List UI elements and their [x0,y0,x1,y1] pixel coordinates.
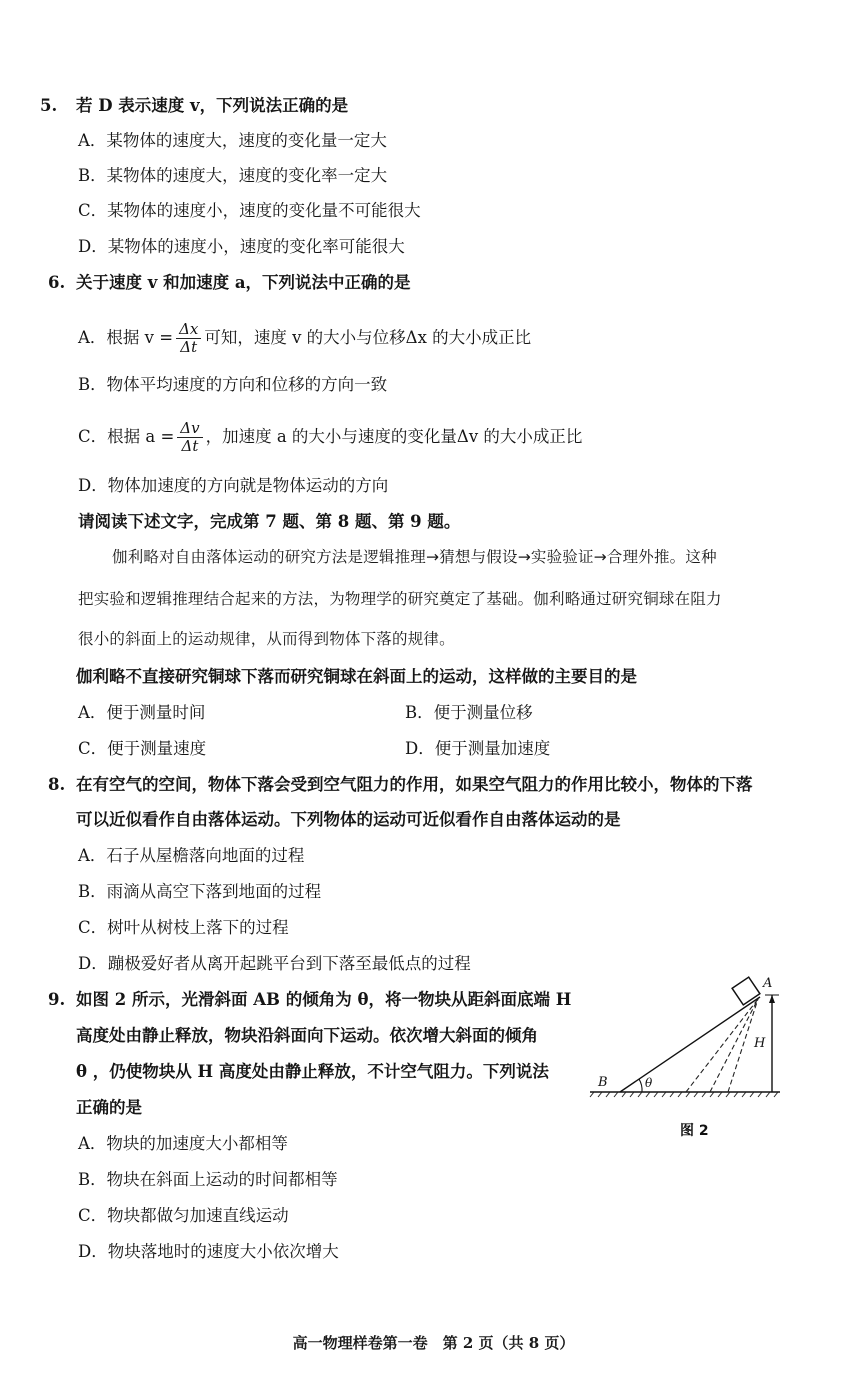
fraction-numerator: Δx [176,321,201,339]
q6-stem: 关于速度 v 和加速度 a，下列说法中正确的是 [76,273,411,292]
q8-stem-line-1: 在有空气的空间，物体下落会受到空气阻力的作用，如果空气阻力的作用比较小，物体的下落 [76,775,753,794]
passage-line-2: 把实验和逻辑推理结合起来的方法，为物理学的研究奠定了基础。伽利略通过研究铜球在阻力 [78,590,722,608]
q6-option-a-prefix: A．根据 v = [78,328,174,347]
q6-option-c [78,417,582,457]
passage-line-1: 伽利略对自由落体运动的研究方法是逻辑推理→猜想与假设→实验验证→合理外推。这种 [112,548,717,566]
q8-number: 8. [48,775,66,794]
q6-option-b: B．物体平均速度的方向和位移的方向一致 [78,375,388,394]
label-a: A [763,976,773,991]
q6-option-a-suffix: 可知，速度 v 的大小与位移Δx 的大小成正比 [204,328,532,347]
fraction-denominator: Δt [180,338,198,356]
q8-option-a: A．石子从屋檐落向地面的过程 [78,846,305,865]
q8-option-b: B．雨滴从高空下落到地面的过程 [78,882,322,901]
reading-instruction: 请阅读下述文字，完成第 7 题、第 8 题、第 9 题。 [78,512,461,531]
incline-dashed-1 [686,999,758,1092]
q6-option-c-fraction [177,420,202,455]
q6-option-c-suffix: ，加速度 a 的大小与速度的变化量Δv 的大小成正比 [205,427,583,446]
label-h: H [754,1036,766,1051]
q9-number: 9. [48,990,66,1009]
q7-option-b: B．便于测量位移 [405,703,533,722]
q7-option-c: C．便于测量速度 [78,739,207,758]
q6-option-a-fraction [176,321,201,356]
q5-stem: 若 D 表示速度 v，下列说法正确的是 [76,96,349,115]
passage-line-3: 很小的斜面上的运动规律，从而得到物体下落的规律。 [78,630,455,648]
q9-option-b: B．物块在斜面上运动的时间都相等 [78,1170,338,1189]
fraction-denominator: Δt [181,437,199,455]
q6-option-c-prefix: C．根据 a = [78,427,175,446]
incline-figure [588,975,788,1145]
q9-stem-line-3: θ ，仍使物块从 H 高度处由静止释放，不计空气阻力。下列说法 [76,1062,549,1081]
page-footer: 高一物理样卷第一卷 第 2 页（共 8 页） [292,1334,575,1352]
incline-dashed-2 [710,999,758,1092]
q7-option-d: D．便于测量加速度 [405,739,551,758]
q5-option-b: B．某物体的速度大，速度的变化率一定大 [78,166,388,185]
q6-number: 6. [48,273,66,292]
q8-stem-line-2: 可以近似看作自由落体运动。下列物体的运动可近似看作自由落体运动的是 [76,810,621,829]
q5-number: 5. [40,96,58,115]
q9-stem-line-1: 如图 2 所示，光滑斜面 AB 的倾角为 θ，将一物块从距斜面底端 H [76,990,572,1009]
q9-option-c: C．物块都做匀加速直线运动 [78,1206,289,1225]
theta-arc [639,1079,642,1092]
label-theta: θ [645,1076,653,1090]
q5-option-a: A．某物体的速度大，速度的变化量一定大 [78,131,387,150]
q7-option-a: A．便于测量时间 [78,703,206,722]
q9-option-a: A．物块的加速度大小都相等 [78,1134,288,1153]
incline-ab [620,997,760,1092]
figure-caption: 图 2 [680,1123,709,1139]
height-arrow-icon [769,995,775,1003]
q6-option-a [78,318,531,358]
q5-option-c: C．某物体的速度小，速度的变化量不可能很大 [78,201,421,220]
q9-stem-line-2: 高度处由静止释放，物块沿斜面向下运动。依次增大斜面的倾角 [76,1026,538,1045]
q7-stem: 伽利略不直接研究铜球下落而研究铜球在斜面上的运动，这样做的主要目的是 [76,667,637,686]
q9-stem-line-4: 正确的是 [76,1098,142,1117]
fraction-numerator: Δv [177,420,202,438]
q6-option-d: D．物体加速度的方向就是物体运动的方向 [78,476,389,495]
q8-option-d: D．蹦极爱好者从离开起跳平台到下落至最低点的过程 [78,954,471,973]
label-b: B [598,1075,608,1090]
q5-option-d: D．某物体的速度小，速度的变化率可能很大 [78,237,405,256]
q9-option-d: D．物块落地时的速度大小依次增大 [78,1242,339,1261]
q8-option-c: C．树叶从树枝上落下的过程 [78,918,289,937]
